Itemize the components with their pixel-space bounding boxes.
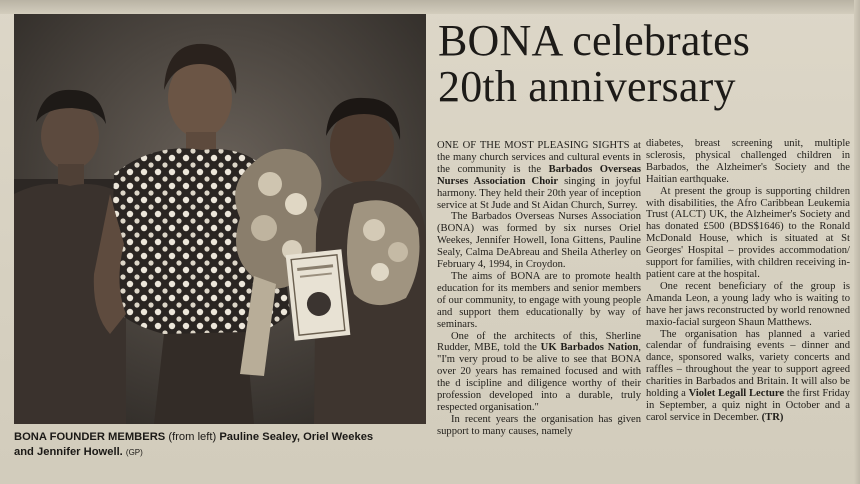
- article-column-1: [437, 140, 641, 438]
- headline: [438, 18, 848, 110]
- paragraph: The aims of BONA are to promote health education for its members and senior members of our community, to engage with young people and support them educationally by way of seminars.: [437, 270, 641, 330]
- headline-line1: BONA celebrates: [438, 16, 751, 65]
- paragraph: In recent years the organisation has given support to many causes, namely: [437, 413, 641, 437]
- torn-top-strip: [0, 0, 860, 14]
- paragraph-text: singing in joyful harmony. They held their 20th year of inception service at St Jude and St Aidan Church, Surrey.: [437, 175, 642, 211]
- paragraph-text: One of the architects of this, Sherline Rudder, MBE, told the: [437, 330, 641, 354]
- paragraph-text: , "I'm very proud to be alive to see that BONA over 20 years has remained focused and with the d iscipline and diligence worthy of their profession developed into a durable, truly respected organisation.": [437, 342, 641, 413]
- lecture-name: Violet Legall Lecture: [688, 388, 785, 400]
- page-edge: [854, 0, 860, 484]
- photo-caption: [14, 430, 426, 460]
- paragraph: The Barbados Overseas Nurses Association (BONA) was formed by six nurses Oriel Weekes, Jennifer Howell, Iona Gittens, Pauline Sealy, Calma DeAbreau and Sheila Atherley on February 4, 1994, in Croydon.: [437, 211, 641, 271]
- author-signoff: (TR): [761, 411, 784, 423]
- paragraph: diabetes, breast screening unit, multiple sclerosis, physical challenged children in Barbados, the Alzheimer's Society and the Haitian earthquake.: [646, 138, 850, 185]
- choir-name: Barbados Overseas Nurses Association Choir: [437, 163, 641, 187]
- caption-names-a: Pauline Sealey, Oriel Weekes: [219, 431, 374, 443]
- photo-illustration: [14, 14, 426, 424]
- paragraph-text: the first Friday in September, a quiz night in October and a carol service in December.: [646, 388, 850, 423]
- caption-names-b: and Jennifer Howell.: [14, 446, 123, 458]
- certificate: [286, 249, 351, 340]
- caption-credit: (GP): [125, 448, 143, 457]
- caption-middle: (from left): [165, 431, 220, 443]
- paragraph: [437, 140, 641, 211]
- paragraph: [646, 329, 850, 424]
- paragraph: [437, 331, 641, 414]
- caption-lead: BONA FOUNDER MEMBERS: [14, 431, 166, 443]
- paragraph-text: ONE OF THE MOST PLEASING SIGHTS at the many church services and cultural events in the community is the: [437, 140, 641, 175]
- paragraph-text: The organisation has planned a varied calendar of fundraising events – dinner and dance, sponsored walks, variety concerts and raffles – throughout the year to support agreed charities in Barbados and Britain. It will also be holding a: [646, 328, 850, 400]
- paragraph: At present the group is supporting children with disabilities, the Afro Caribbean Leukemia Trust (ALCT) UK, the Alzheimer's Society and has donated £500 (BDS$1646) to the Ronald McDonald House, which is situated at St Georges' Hospital – provides accommodation/ support for families, with children receiving in-patient care at the hospital.: [646, 185, 850, 280]
- article-column-2: [646, 138, 850, 424]
- headline-line2: 20th anniversary: [438, 62, 736, 111]
- paragraph: One recent beneficiary of the group is Amanda Leon, a young lady who is waiting to have her jaws reconstructed by world renowned maxio-facial surgeon Shaun Matthews.: [646, 280, 850, 328]
- publication-name: UK Barbados Nation: [540, 342, 639, 354]
- founder-members-photo: [14, 14, 426, 424]
